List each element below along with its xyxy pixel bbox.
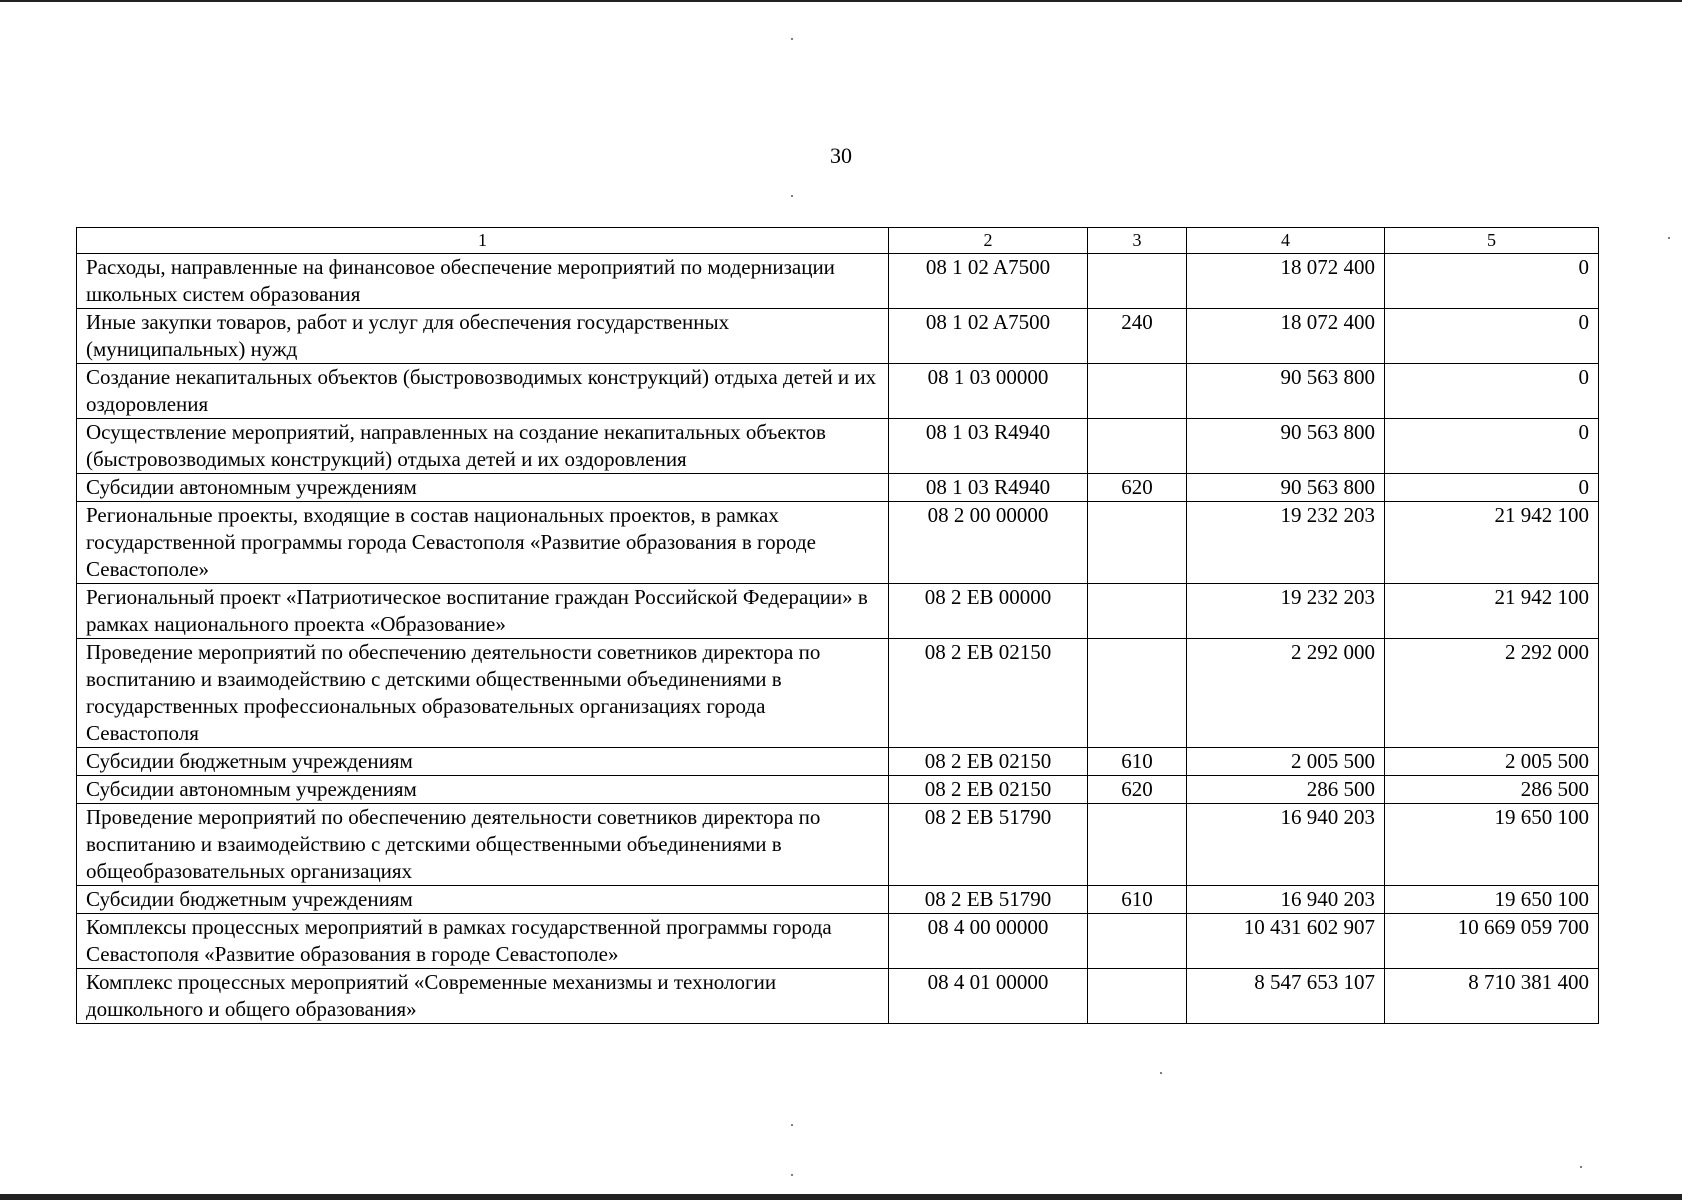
amount-year-2-cell: 21 942 100 — [1385, 502, 1599, 584]
table-row — [77, 804, 1599, 886]
amount-year-2-cell: 8 710 381 400 — [1385, 969, 1599, 1024]
scan-speck — [1668, 237, 1670, 239]
table-row — [77, 419, 1599, 474]
target-code-cell: 08 2 EB 51790 — [889, 804, 1088, 886]
target-code-cell: 08 1 03 R4940 — [889, 419, 1088, 474]
table-row — [77, 254, 1599, 309]
amount-year-1-cell: 10 431 602 907 — [1187, 914, 1385, 969]
expense-name-cell: Субсидии бюджетным учреждениям — [77, 748, 889, 776]
amount-year-2-cell: 21 942 100 — [1385, 584, 1599, 639]
target-code-cell: 08 4 00 00000 — [889, 914, 1088, 969]
header-row — [77, 228, 1599, 254]
amount-year-1-cell: 2 005 500 — [1187, 748, 1385, 776]
scan-speck — [1160, 1072, 1162, 1074]
amount-year-1-cell: 8 547 653 107 — [1187, 969, 1385, 1024]
amount-year-2-cell: 286 500 — [1385, 776, 1599, 804]
amount-year-2-cell: 0 — [1385, 254, 1599, 309]
column-header: 3 — [1088, 228, 1187, 254]
expense-type-cell: 620 — [1088, 474, 1187, 502]
amount-year-2-cell: 2 292 000 — [1385, 639, 1599, 748]
amount-year-1-cell: 2 292 000 — [1187, 639, 1385, 748]
table-row — [77, 748, 1599, 776]
table-row — [77, 886, 1599, 914]
expense-type-cell — [1088, 914, 1187, 969]
amount-year-1-cell: 18 072 400 — [1187, 254, 1385, 309]
expense-name-cell: Субсидии бюджетным учреждениям — [77, 886, 889, 914]
table-row — [77, 639, 1599, 748]
expense-name-cell: Субсидии автономным учреждениям — [77, 776, 889, 804]
expense-name-cell: Осуществление мероприятий, направленных на создание некапитальных объектов (быстровозводимых конструкций) отдыха детей и их оздоровления — [77, 419, 889, 474]
budget-table — [76, 227, 1599, 1024]
expense-type-cell: 240 — [1088, 309, 1187, 364]
expense-name-cell: Комплекс процессных мероприятий «Современные механизмы и технологии дошкольного и общего образования» — [77, 969, 889, 1024]
expense-type-cell — [1088, 804, 1187, 886]
scan-speck — [791, 1174, 793, 1176]
table-row — [77, 502, 1599, 584]
column-header: 1 — [77, 228, 889, 254]
amount-year-2-cell: 19 650 100 — [1385, 804, 1599, 886]
column-header: 2 — [889, 228, 1088, 254]
target-code-cell: 08 2 EB 02150 — [889, 748, 1088, 776]
amount-year-2-cell: 19 650 100 — [1385, 886, 1599, 914]
amount-year-1-cell: 90 563 800 — [1187, 474, 1385, 502]
amount-year-1-cell: 18 072 400 — [1187, 309, 1385, 364]
expense-type-cell — [1088, 969, 1187, 1024]
expense-type-cell: 620 — [1088, 776, 1187, 804]
amount-year-1-cell: 16 940 203 — [1187, 886, 1385, 914]
amount-year-1-cell: 286 500 — [1187, 776, 1385, 804]
amount-year-1-cell: 19 232 203 — [1187, 502, 1385, 584]
target-code-cell: 08 4 01 00000 — [889, 969, 1088, 1024]
table-row — [77, 309, 1599, 364]
expense-type-cell — [1088, 364, 1187, 419]
amount-year-2-cell: 0 — [1385, 309, 1599, 364]
page-number: 30 — [830, 143, 852, 168]
expense-name-cell: Региональные проекты, входящие в состав национальных проектов, в рамках государственной программы города Севастополя «Развитие образования в городе Севастополе» — [77, 502, 889, 584]
expense-type-cell: 610 — [1088, 886, 1187, 914]
amount-year-2-cell: 0 — [1385, 364, 1599, 419]
column-header: 4 — [1187, 228, 1385, 254]
table-row — [77, 584, 1599, 639]
expense-name-cell: Проведение мероприятий по обеспечению деятельности советников директора по воспитанию и взаимодействию с детскими общественными объединениями в общеобразовательных организациях — [77, 804, 889, 886]
table-row — [77, 474, 1599, 502]
amount-year-1-cell: 90 563 800 — [1187, 364, 1385, 419]
scan-edge-top — [0, 0, 1682, 2]
expense-type-cell — [1088, 419, 1187, 474]
expense-name-cell: Расходы, направленные на финансовое обеспечение мероприятий по модернизации школьных систем образования — [77, 254, 889, 309]
amount-year-2-cell: 2 005 500 — [1385, 748, 1599, 776]
scan-speck — [1580, 1166, 1582, 1168]
table-row — [77, 914, 1599, 969]
column-header: 5 — [1385, 228, 1599, 254]
amount-year-2-cell: 10 669 059 700 — [1385, 914, 1599, 969]
table-row — [77, 364, 1599, 419]
scan-speck — [791, 38, 793, 40]
target-code-cell: 08 2 EB 00000 — [889, 584, 1088, 639]
target-code-cell: 08 1 03 00000 — [889, 364, 1088, 419]
scan-edge-bottom — [0, 1194, 1682, 1200]
target-code-cell: 08 2 00 00000 — [889, 502, 1088, 584]
target-code-cell: 08 1 02 A7500 — [889, 254, 1088, 309]
target-code-cell: 08 1 03 R4940 — [889, 474, 1088, 502]
scan-speck — [791, 195, 793, 197]
expense-name-cell: Создание некапитальных объектов (быстровозводимых конструкций) отдыха детей и их оздоровления — [77, 364, 889, 419]
table-row — [77, 776, 1599, 804]
expense-name-cell: Комплексы процессных мероприятий в рамках государственной программы города Севастополя «Развитие образования в городе Севастополе» — [77, 914, 889, 969]
expense-type-cell — [1088, 254, 1187, 309]
expense-type-cell — [1088, 502, 1187, 584]
expense-name-cell: Субсидии автономным учреждениям — [77, 474, 889, 502]
amount-year-1-cell: 19 232 203 — [1187, 584, 1385, 639]
table-row — [77, 969, 1599, 1024]
target-code-cell: 08 2 EB 51790 — [889, 886, 1088, 914]
amount-year-1-cell: 90 563 800 — [1187, 419, 1385, 474]
amount-year-2-cell: 0 — [1385, 474, 1599, 502]
scan-speck — [791, 1124, 793, 1126]
expense-type-cell: 610 — [1088, 748, 1187, 776]
expense-type-cell — [1088, 639, 1187, 748]
target-code-cell: 08 1 02 A7500 — [889, 309, 1088, 364]
table-body — [77, 254, 1599, 1024]
target-code-cell: 08 2 EB 02150 — [889, 639, 1088, 748]
amount-year-2-cell: 0 — [1385, 419, 1599, 474]
expense-name-cell: Иные закупки товаров, работ и услуг для обеспечения государственных (муниципальных) нужд — [77, 309, 889, 364]
expense-name-cell: Проведение мероприятий по обеспечению деятельности советников директора по воспитанию и взаимодействию с детскими общественными объединениями в государственных профессиональных образовательных организациях города Севастополя — [77, 639, 889, 748]
expense-type-cell — [1088, 584, 1187, 639]
expense-name-cell: Региональный проект «Патриотическое воспитание граждан Российской Федерации» в рамках национального проекта «Образование» — [77, 584, 889, 639]
amount-year-1-cell: 16 940 203 — [1187, 804, 1385, 886]
target-code-cell: 08 2 EB 02150 — [889, 776, 1088, 804]
